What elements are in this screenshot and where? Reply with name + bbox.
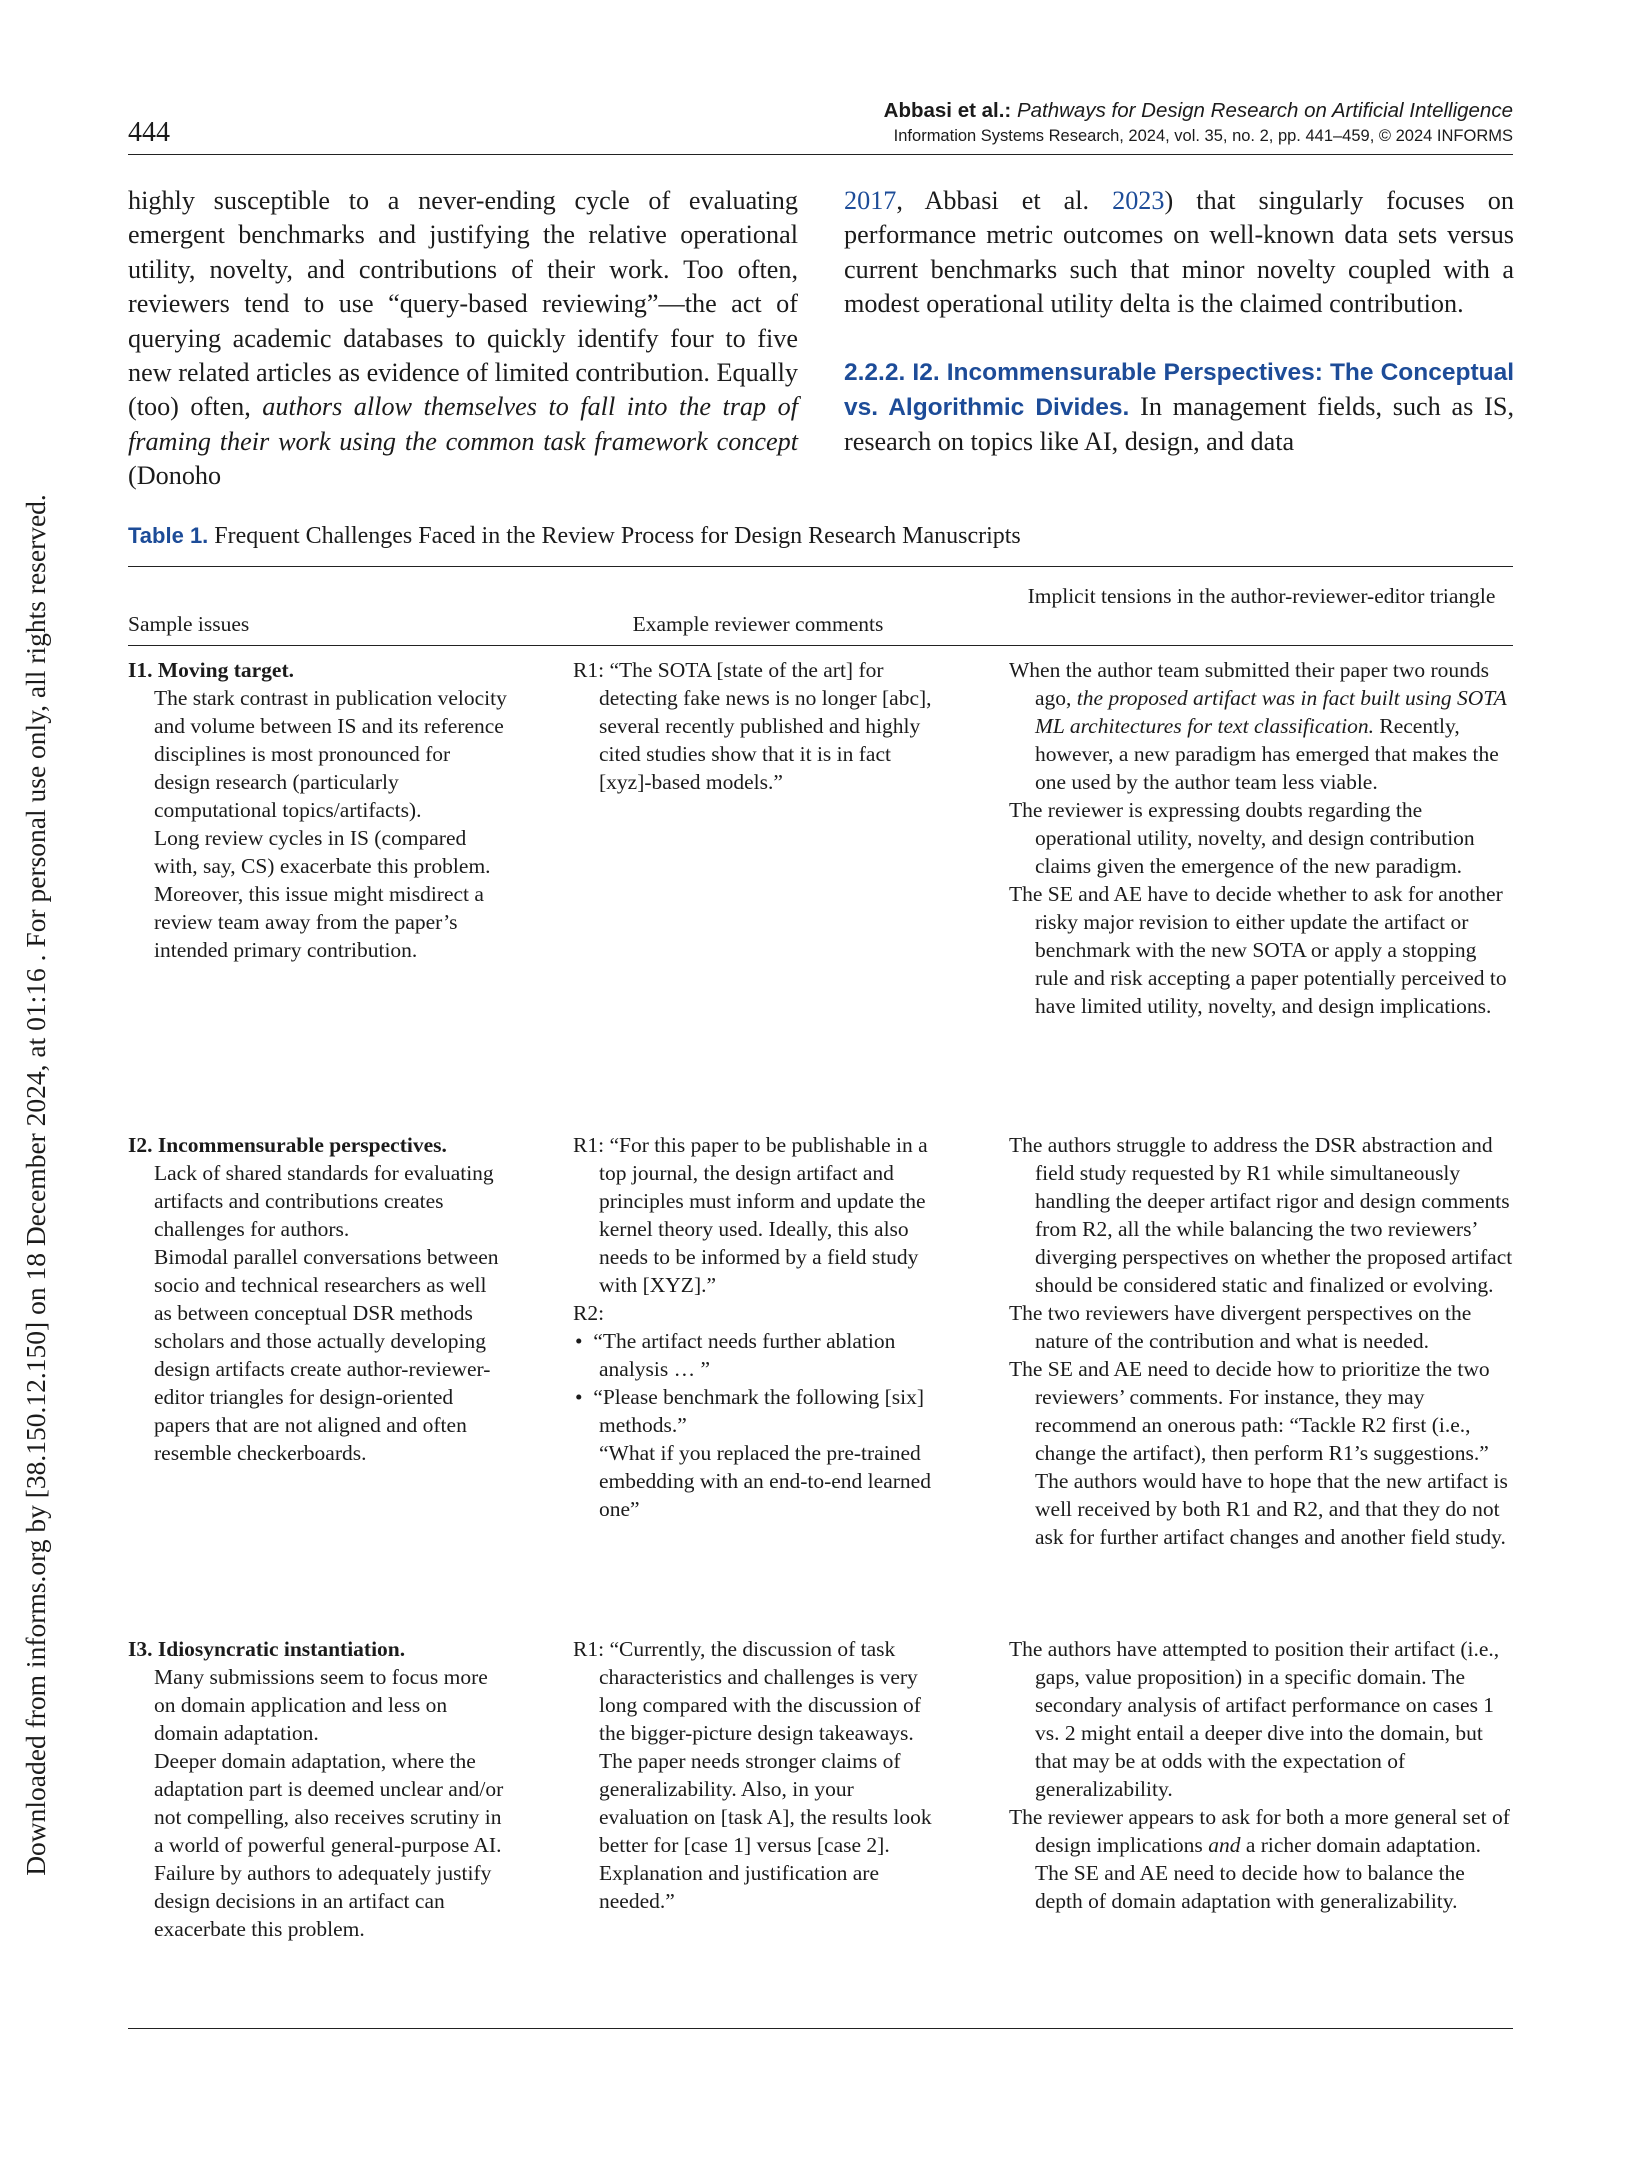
reviewer-comment: R1: “The SOTA [state of the art] for detecting fake news is no longer [abc], several recently published and highly cited studies show that it is in fact [xyz]-based models.”	[573, 658, 932, 794]
reviewer-comment: R1: “Currently, the discussion of task characteristics and challenges is very long compared with the discussion of the bigger-picture design takeaways. The paper needs stronger claims of generalizability. Also, in your evaluation on [task A], the results look better for [case 1] versus [case 2]. Explanation and justification are needed.”	[573, 1637, 932, 1913]
citation-link-2017[interactable]: 2017	[844, 186, 897, 215]
table-row-3-comment	[573, 1635, 943, 1915]
table-row-2-tension	[1009, 1131, 1514, 1551]
issue-title: I1. Moving target.	[128, 658, 294, 682]
tension-text-end: a richer domain adaptation. The SE and AE need to decide how to balance the depth of domain adaptation with generalizability.	[1035, 1833, 1482, 1913]
issue-paragraph: Long review cycles in IS (compared with, say, CS) exacerbate this problem.	[154, 826, 491, 878]
table-row-2-comment	[573, 1131, 943, 1523]
tension-text-end: Recently, however, a new paradigm has emerged that makes the one used by the author team less viable.	[1035, 714, 1499, 794]
bullet-text: “Please benchmark the following [six] methods.”	[593, 1385, 925, 1437]
tension-paragraph: The authors struggle to address the DSR abstraction and field study requested by R1 while simultaneously handling the deeper artifact rigor and design comments from R2, all the while balancing the two reviewers’ diverging perspectives on whether the proposed artifact should be considered static and finalized or evolving.	[1009, 1133, 1513, 1297]
header-rule	[128, 154, 1513, 155]
tension-paragraph	[1009, 656, 1514, 796]
table-header-tensions: Implicit tensions in the author-reviewer-editor triangle	[1027, 584, 1496, 608]
table-bottom-rule	[128, 2028, 1513, 2029]
left-paragraph	[128, 184, 798, 494]
table-caption-label: Table 1.	[128, 523, 209, 548]
tension-paragraph: The reviewer is expressing doubts regarding the operational utility, novelty, and design contribution claims given the emergence of the new paradigm.	[1009, 798, 1475, 878]
table-row-3-tension	[1009, 1635, 1514, 1915]
issue-paragraph: Moreover, this issue might misdirect a review team away from the paper’s intended primary contribution.	[154, 882, 484, 962]
bullet-text: “The artifact needs further ablation analysis … ”	[593, 1329, 896, 1381]
bullet-continuation: “What if you replaced the pre-trained embedding with an end-to-end learned one”	[599, 1441, 931, 1521]
reviewer-label: R2:	[573, 1301, 605, 1325]
bullet-item	[573, 1383, 943, 1439]
tension-text: When the author team submitted their paper two rounds ago,	[1009, 658, 1490, 710]
issue-paragraph: Lack of shared standards for evaluating artifacts and contributions creates challenges for authors.	[154, 1161, 494, 1241]
left-column	[128, 184, 798, 494]
citation-link-2023[interactable]: 2023	[1112, 186, 1165, 215]
running-head-title: Pathways for Design Research on Artificial Intelligence	[1016, 99, 1513, 122]
running-head	[884, 98, 1513, 148]
table-caption	[128, 523, 1021, 550]
table-header-rule	[128, 645, 1513, 646]
table-row-1-tension	[1009, 656, 1514, 1020]
section-text: In management fields, such as IS, research on topics like AI, design, and data	[844, 392, 1514, 457]
right-text-cont: ) that singularly focuses on performance metric outcomes on well-known data sets versus current benchmarks such that minor novelty coupled with a modest operational utility delta is the claimed contribution.	[844, 186, 1514, 319]
bullet-icon: •	[575, 1329, 594, 1353]
issue-paragraph: Failure by authors to adequately justify design decisions in an artifact can exacerbate this problem.	[154, 1861, 492, 1941]
left-text-italic: authors allow themselves to fall into the trap of framing their work using the common task framework concept	[128, 392, 798, 456]
page-number: 444	[128, 117, 170, 148]
right-column	[844, 184, 1514, 460]
section-heading: 2.2.2. I2. Incommensurable Perspectives: The Conceptual vs. Algorithmic Divides.	[844, 358, 1514, 422]
tension-text-italic: the proposed artifact was in fact built using SOTA ML architectures for text classification.	[1035, 686, 1507, 738]
download-notice	[16, 395, 56, 1975]
issue-paragraph: Deeper domain adaptation, where the adaptation part is deemed unclear and/or not compelling, also receives scrutiny in a world of powerful general-purpose AI.	[154, 1749, 504, 1857]
table-row-3-issue	[128, 1635, 508, 1943]
right-paragraph	[844, 184, 1514, 322]
left-text-end: (Donoho	[128, 461, 222, 491]
tension-paragraph	[1009, 1803, 1514, 1915]
table-caption-text: Frequent Challenges Faced in the Review Process for Design Research Manuscripts	[214, 523, 1021, 549]
running-head-journal: Information Systems Research, 2024, vol. 35, no. 2, pp. 441–459, © 2024 INFORMS	[893, 127, 1513, 145]
section-paragraph	[844, 355, 1514, 460]
download-notice-text: Downloaded from informs.org by [38.150.12.150] on 18 December 2024, at 01:16 . For personal use only, all rights reserved.	[20, 494, 52, 1876]
tension-paragraph: The authors have attempted to position their artifact (i.e., gaps, value proposition) in a specific domain. The secondary analysis of artifact performance on cases 1 vs. 2 might entail a deeper dive into the domain, but that may be at odds with the expectation of generalizability.	[1009, 1637, 1500, 1801]
issue-paragraph: Bimodal parallel conversations between socio and technical researchers as well as between conceptual DSR methods scholars and those actually developing design artifacts create author-reviewer-editor triangles for design-oriented papers that are not aligned and often resemble checkerboards.	[154, 1245, 499, 1465]
tension-text: The reviewer appears to ask for both a more general set of design implications	[1009, 1805, 1510, 1857]
bullet-item	[573, 1327, 943, 1383]
issue-title: I3. Idiosyncratic instantiation.	[128, 1637, 406, 1661]
table-row-1-issue	[128, 656, 508, 964]
table-row-2-issue	[128, 1131, 508, 1467]
left-text: highly susceptible to a never-ending cycle of evaluating emergent benchmarks and justifying the relative operational utility, novelty, and contributions of their work. Too often, reviewers tend to use “query-based reviewing”—the act of querying academic databases to quickly identify four to five new related articles as evidence of limited contribution. Equally (too) often,	[128, 186, 798, 422]
tension-paragraph: The SE and AE have to decide whether to ask for another risky major revision to either update the artifact or benchmark with the new SOTA or apply a stopping rule and risk accepting a paper potentially perceived to have limited utility, novelty, and design implications.	[1009, 882, 1507, 1018]
issue-title: I2. Incommensurable perspectives.	[128, 1133, 447, 1157]
table-header-comments: Example reviewer comments	[632, 612, 884, 636]
reviewer-comment: R1: “For this paper to be publishable in a top journal, the design artifact and principles must inform and update the kernel theory used. Ideally, this also needs to be informed by a field study with [XYZ].”	[573, 1133, 928, 1297]
table-row-1-comment	[573, 656, 943, 796]
right-text: , Abbasi et al.	[896, 186, 1113, 215]
tension-paragraph: The SE and AE need to decide how to prioritize the two reviewers’ comments. For instance, they may recommend an onerous path: “Tackle R2 first (i.e., change the artifact), then perform R1’s suggestions.” The authors would have to hope that the new artifact is well received by both R1 and R2, and that they do not ask for further artifact changes and another field study.	[1009, 1357, 1508, 1549]
issue-paragraph: The stark contrast in publication velocity and volume between IS and its reference disciplines is most pronounced for design research (particularly computational topics/artifacts).	[154, 686, 507, 822]
bullet-icon: •	[575, 1385, 594, 1409]
table-top-rule	[128, 566, 1513, 567]
tension-paragraph: The two reviewers have divergent perspectives on the nature of the contribution and what is needed.	[1009, 1301, 1472, 1353]
table-header-issues: Sample issues	[128, 612, 250, 636]
tension-text-italic: and	[1208, 1833, 1241, 1857]
running-head-authors: Abbasi et al.:	[883, 99, 1012, 122]
issue-paragraph: Many submissions seem to focus more on domain application and less on domain adaptation.	[154, 1665, 488, 1745]
